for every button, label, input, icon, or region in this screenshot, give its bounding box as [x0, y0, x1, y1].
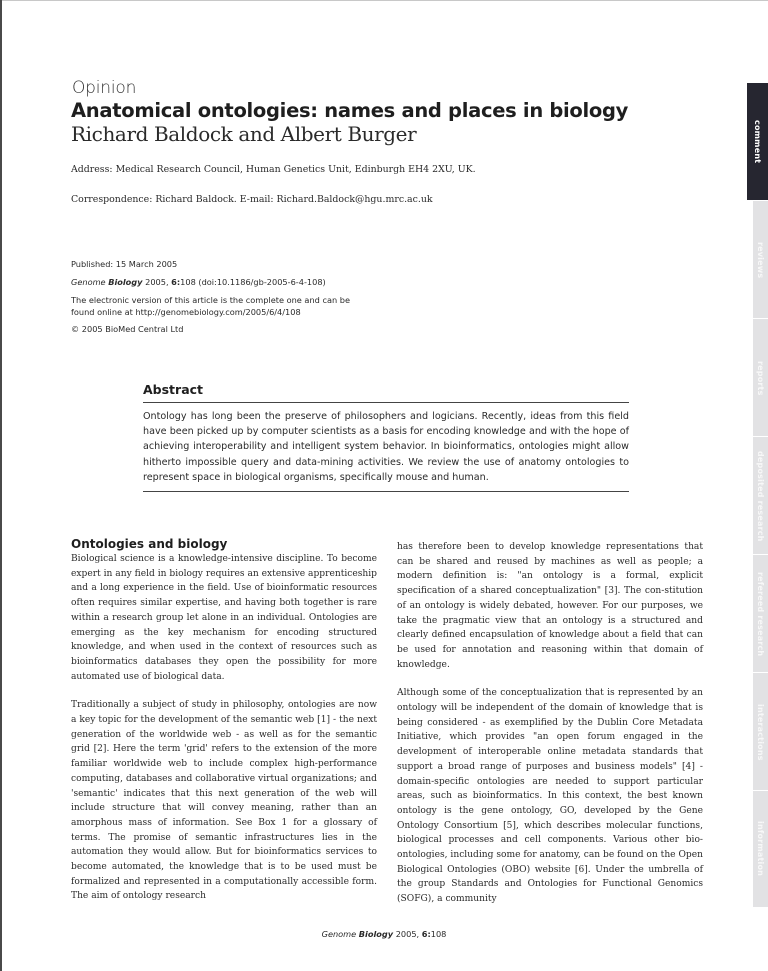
body-column-right	[397, 540, 703, 921]
page-top-border	[0, 0, 768, 1]
tab-comment[interactable]: comment	[747, 83, 768, 200]
electronic-line-1: The electronic version of this article is the complete one and can be	[71, 295, 350, 305]
article-type-label: Opinion	[72, 78, 137, 98]
tab-information[interactable]: information	[753, 790, 768, 907]
tab-reviews[interactable]: reviews	[753, 200, 768, 319]
electronic-line-2[interactable]: found online at http://genomebiology.com/2005/6/4/108	[71, 307, 301, 317]
citation-journal-genome: Genome	[71, 277, 106, 287]
abstract-bottom-rule	[143, 491, 629, 492]
footer-journal-biology: Biology	[358, 929, 394, 939]
body-paragraph: Although some of the conceptualization that is represented by an ontology will be independent of the domain of knowledge that is being considered - as exemplified by the Dublin Core Metadata Initiative, which provides "an open forum engaged in the development of interoperable online metadata standards that support a broad range of purposes and business models" [4] - domain-specific ontologies are needed to support particular areas, such as bioinformatics. In this context, the best known ontology is the gene ontology, GO, developed by the Gene Ontology Consortium [5], which describes molecular functions, biological processes and cell components. Various other bio-ontologies, including some for anatomy, can be found on the Open Biological Ontologies (OBO) website [6]. Under the umbrella of the group Standards and Ontologies for Functional Genomics (SOFG), a community	[397, 688, 703, 905]
body-paragraph: Biological science is a knowledge-intensive discipline. To become expert in any field in biology requires an extensive apprenticeship and a long experience in the field. Use of bioinformatic resources often requires similar expertise, and having both together is rare within a research group let alone in an individual. Ontologies are emerging as the key mechanism for encoding structured knowledge, and when used in the context of resources such as bioinformatics databases they open the possibility for more automated use of biological data.	[71, 554, 377, 682]
article-authors: Richard Baldock and Albert Burger	[71, 122, 417, 146]
abstract-heading: Abstract	[143, 382, 204, 397]
abstract-box	[143, 382, 629, 492]
electronic-version-note	[71, 294, 350, 318]
citation-journal-biology: Biology	[108, 277, 143, 287]
page-left-border	[0, 0, 2, 971]
tab-deposited-research[interactable]: deposited research	[753, 436, 768, 555]
section-heading: Ontologies and biology	[71, 537, 228, 551]
tab-interactions[interactable]: interactions	[753, 672, 768, 791]
footer-volume: 6:	[421, 929, 431, 939]
body-paragraph: Traditionally a subject of study in philosophy, ontologies are now a key topic for the development of the semantic web [1] - the next generation of the worldwide web - as well as for the semantic grid [2]. Here the term 'grid' refers to the extension of the more familiar worldwide web to include complex high-performance computing, databases and collaborative virtual organizations; and 'semantic' indicates that this next generation of the web will include structure that will convey meaning, rather than an amorphous mass of information. See Box 1 for a glossary of terms. The promise of semantic infrastructures lies in the automation they would allow. But for bioinformatics services to become automated, the knowledge that is to be used must be formalized and represented in a computationally accessible form. The aim of ontology research	[71, 700, 377, 902]
page-footer	[0, 929, 768, 939]
citation-year: 2005,	[142, 277, 172, 287]
tab-reports[interactable]: reports	[753, 318, 768, 437]
footer-year: 2005,	[393, 929, 422, 939]
abstract-text: Ontology has long been the preserve of philosophers and logicians. Recently, ideas from this field have been picked up by computer scientists as a basis for encoding knowledge and with the hope of achieving interoperability and intelligent system behavior. In bioinformatics, ontologies might allow hitherto impossible query and data-mining activities. We review the use of anatomy ontologies to represent space in biological organisms, specifically mouse and human.	[143, 411, 629, 483]
footer-journal-genome: Genome	[321, 929, 357, 939]
citation-doi: 108 (doi:10.1186/gb-2005-6-4-108)	[180, 277, 326, 287]
footer-page: 108	[430, 929, 447, 939]
tab-refereed-research[interactable]: refereed research	[753, 554, 768, 673]
body-column-left	[71, 537, 377, 918]
author-address: Address: Medical Research Council, Human Genetics Unit, Edinburgh EH4 2XU, UK.	[71, 164, 476, 175]
citation-volume: 6:	[171, 277, 181, 287]
published-date: Published: 15 March 2005	[71, 259, 178, 269]
citation	[71, 276, 326, 288]
body-paragraph: has therefore been to develop knowledge representations that can be shared and reused by machines as well as people; a modern definition is: "an ontology is a formal, explicit specification of a shared conceptualization" [3]. The con-stitution of an ontology is widely debated, however. For our purposes, we take the pragmatic view that an ontology is a structured and clearly defined encapsulation of knowledge about a field that can be used for annotation and reasoning within that domain of knowledge.	[397, 542, 703, 670]
correspondence: Correspondence: Richard Baldock. E-mail: Richard.Baldock@hgu.mrc.ac.uk	[71, 194, 433, 205]
article-title: Anatomical ontologies: names and places in biology	[71, 99, 629, 122]
copyright: © 2005 BioMed Central Ltd	[71, 324, 184, 334]
